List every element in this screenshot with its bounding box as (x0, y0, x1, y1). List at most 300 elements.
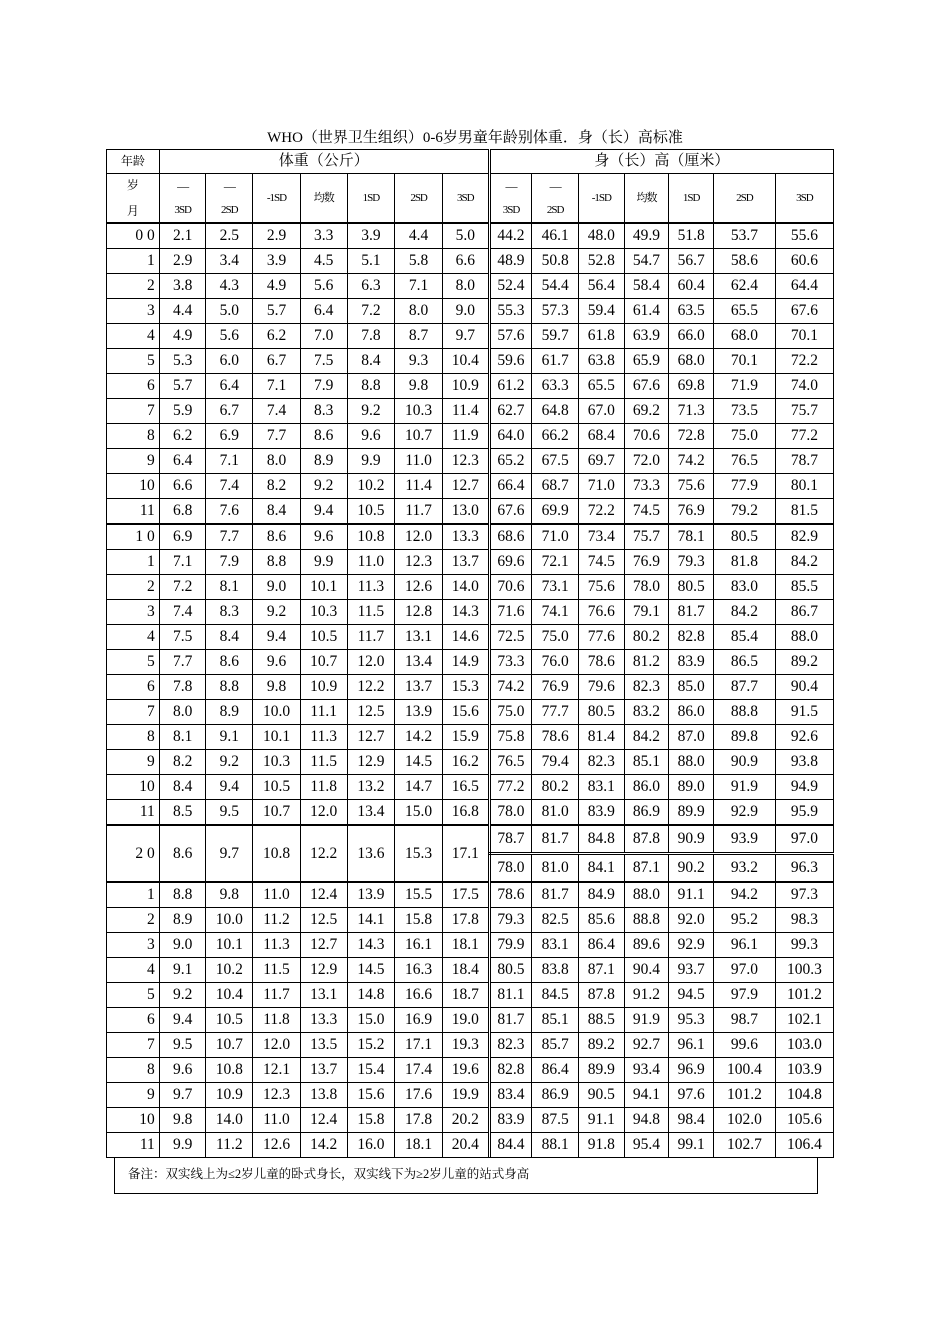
height-cell: 56.7 (669, 249, 714, 274)
weight-cell: 6.9 (206, 424, 253, 449)
height-cell: 81.8 (713, 550, 775, 575)
weight-cell: 9.2 (347, 399, 395, 424)
weight-cell: 8.1 (206, 575, 253, 600)
weight-cell: 6.0 (206, 349, 253, 374)
height-cell: 69.9 (532, 499, 579, 525)
height-standing-cell: 93.2 (713, 854, 775, 883)
weight-cell: 7.1 (206, 449, 253, 474)
weight-cell: 12.3 (442, 449, 489, 474)
height-cell: 86.5 (713, 650, 775, 675)
weight-cell: 11.7 (347, 625, 395, 650)
weight-cell: 10.8 (253, 825, 301, 882)
height-cell: 64.8 (532, 399, 579, 424)
weight-cell: 12.2 (300, 825, 347, 882)
weight-cell: 12.0 (395, 524, 443, 550)
weight-cell: 9.8 (253, 675, 301, 700)
weight-cell: 10.4 (206, 983, 253, 1008)
height-cell: 75.0 (532, 625, 579, 650)
height-cell: 85.1 (624, 750, 669, 775)
weight-cell: 9.9 (159, 1133, 206, 1158)
table-row (107, 299, 834, 324)
age-cell: 11 (107, 499, 160, 525)
height-cell: 87.7 (713, 675, 775, 700)
height-cell: 72.1 (532, 550, 579, 575)
height-cell: 101.2 (713, 1083, 775, 1108)
height-cell: 80.5 (578, 700, 624, 725)
weight-cell: 14.3 (347, 933, 395, 958)
height-cell: 83.9 (578, 800, 624, 826)
height-cell: 85.7 (532, 1033, 579, 1058)
weight-cell: 14.2 (300, 1133, 347, 1158)
height-cell: 59.7 (532, 324, 579, 349)
height-cell: 80.2 (624, 625, 669, 650)
height-cell: 95.2 (713, 908, 775, 933)
weight-cell: 17.8 (442, 908, 489, 933)
height-cell: 82.3 (578, 750, 624, 775)
weight-cell: 10.0 (206, 908, 253, 933)
age-cell: 11 (107, 1133, 160, 1158)
height-cell: 74.5 (578, 550, 624, 575)
weight-cell: 14.6 (442, 625, 489, 650)
weight-cell: 9.4 (253, 625, 301, 650)
table-row (107, 983, 834, 1008)
height-cell: 93.8 (775, 750, 833, 775)
age-cell: 3 (107, 933, 160, 958)
weight-cell: 12.0 (347, 650, 395, 675)
weight-cell: 7.1 (159, 550, 206, 575)
weight-cell: 13.4 (347, 800, 395, 826)
weight-cell: 12.3 (395, 550, 443, 575)
height-cell: 57.6 (489, 324, 532, 349)
height-cell: 63.8 (578, 349, 624, 374)
weight-cell: 8.6 (206, 650, 253, 675)
weight-cell: 12.3 (253, 1083, 301, 1108)
height-cell: 85.5 (775, 575, 833, 600)
weight-cell: 10.3 (253, 750, 301, 775)
weight-cell: 6.2 (159, 424, 206, 449)
age-cell: 0 0 (107, 223, 160, 249)
height-cell: 70.1 (775, 324, 833, 349)
height-col-3sd: 3SD (775, 174, 833, 224)
weight-cell: 16.1 (395, 933, 443, 958)
weight-cell: 3.4 (206, 249, 253, 274)
height-cell: 55.3 (489, 299, 532, 324)
height-lying-cell: 90.9 (669, 825, 714, 854)
table-row (107, 249, 834, 274)
height-cell: 89.2 (578, 1033, 624, 1058)
height-cell: 86.7 (775, 600, 833, 625)
weight-cell: 9.2 (300, 474, 347, 499)
weight-cell: 14.0 (442, 575, 489, 600)
height-cell: 94.5 (669, 983, 714, 1008)
height-cell: 89.9 (669, 800, 714, 826)
weight-cell: 9.0 (159, 933, 206, 958)
weight-cell: 17.8 (395, 1108, 443, 1133)
weight-cell: 16.9 (395, 1008, 443, 1033)
age-cell: 1 0 (107, 524, 160, 550)
weight-cell: 4.4 (159, 299, 206, 324)
height-cell: 102.1 (775, 1008, 833, 1033)
height-cell: 68.6 (489, 524, 532, 550)
height-cell: 76.9 (532, 675, 579, 700)
table-row (107, 274, 834, 299)
table-row (107, 1083, 834, 1108)
weight-cell: 8.3 (206, 600, 253, 625)
age-cell: 5 (107, 650, 160, 675)
height-cell: 79.4 (532, 750, 579, 775)
height-cell: 86.0 (624, 775, 669, 800)
weight-cell: 14.0 (206, 1108, 253, 1133)
height-cell: 51.8 (669, 223, 714, 249)
height-cell: 89.9 (578, 1058, 624, 1083)
weight-cell: 4.9 (159, 324, 206, 349)
height-cell: 65.9 (624, 349, 669, 374)
weight-cell: 12.9 (347, 750, 395, 775)
height-cell: 82.3 (624, 675, 669, 700)
weight-cell: 13.7 (300, 1058, 347, 1083)
weight-col-mean: 均数 (300, 174, 347, 224)
height-cell: 46.1 (532, 223, 579, 249)
weight-cell: 13.1 (300, 983, 347, 1008)
height-cell: 81.5 (775, 499, 833, 525)
weight-cell: 15.3 (395, 825, 443, 882)
weight-cell: 13.1 (395, 625, 443, 650)
height-cell: 77.6 (578, 625, 624, 650)
age-cell: 2 (107, 274, 160, 299)
age-cell: 1 (107, 550, 160, 575)
height-cell: 72.8 (669, 424, 714, 449)
weight-cell: 2.9 (159, 249, 206, 274)
weight-cell: 12.0 (300, 800, 347, 826)
height-standing-cell: 87.1 (624, 854, 669, 883)
height-cell: 56.4 (578, 274, 624, 299)
weight-cell: 9.1 (206, 725, 253, 750)
weight-cell: 7.4 (206, 474, 253, 499)
height-cell: 83.1 (578, 775, 624, 800)
table-row (107, 958, 834, 983)
height-cell: 69.7 (578, 449, 624, 474)
weight-cell: 8.2 (159, 750, 206, 775)
weight-cell: 2.1 (159, 223, 206, 249)
height-cell: 61.2 (489, 374, 532, 399)
weight-cell: 7.1 (253, 374, 301, 399)
weight-cell: 13.6 (347, 825, 395, 882)
weight-cell: 9.2 (159, 983, 206, 1008)
weight-cell: 8.4 (206, 625, 253, 650)
age-cell: 4 (107, 958, 160, 983)
height-cell: 76.0 (532, 650, 579, 675)
weight-cell: 9.1 (159, 958, 206, 983)
weight-cell: 5.3 (159, 349, 206, 374)
height-cell: 54.7 (624, 249, 669, 274)
height-cell: 91.9 (713, 775, 775, 800)
height-cell: 79.6 (578, 675, 624, 700)
height-cell: 94.2 (713, 882, 775, 908)
table-row (107, 550, 834, 575)
height-cell: 62.7 (489, 399, 532, 424)
weight-cell: 12.6 (253, 1133, 301, 1158)
height-cell: 53.7 (713, 223, 775, 249)
table-row (107, 750, 834, 775)
weight-cell: 10.2 (206, 958, 253, 983)
growth-standard-table (106, 149, 834, 1158)
height-cell: 96.1 (669, 1033, 714, 1058)
weight-cell: 5.9 (159, 399, 206, 424)
weight-cell: 9.6 (300, 524, 347, 550)
height-cell: 94.9 (775, 775, 833, 800)
height-cell: 67.0 (578, 399, 624, 424)
height-cell: 68.0 (669, 349, 714, 374)
weight-cell: 3.9 (347, 223, 395, 249)
height-cell: 71.3 (669, 399, 714, 424)
height-cell: 90.9 (713, 750, 775, 775)
weight-cell: 7.5 (300, 349, 347, 374)
weight-cell: 12.7 (442, 474, 489, 499)
table-row (107, 349, 834, 374)
weight-cell: 11.5 (253, 958, 301, 983)
page-title: WHO（世界卫生组织）0-6岁男童年龄别体重．身（长）高标准 (267, 130, 683, 146)
height-cell: 98.7 (713, 1008, 775, 1033)
weight-col-1sd: 1SD (347, 174, 395, 224)
height-cell: 75.6 (578, 575, 624, 600)
height-cell: 93.7 (669, 958, 714, 983)
weight-cell: 11.2 (206, 1133, 253, 1158)
weight-cell: 15.0 (347, 1008, 395, 1033)
height-cell: 65.5 (578, 374, 624, 399)
weight-cell: 10.9 (442, 374, 489, 399)
height-cell: 66.0 (669, 324, 714, 349)
height-cell: 69.6 (489, 550, 532, 575)
height-cell: 84.2 (624, 725, 669, 750)
weight-cell: 12.7 (347, 725, 395, 750)
weight-cell: 17.5 (442, 882, 489, 908)
weight-cell: 11.8 (300, 775, 347, 800)
height-cell: 86.4 (532, 1058, 579, 1083)
weight-cell: 18.1 (395, 1133, 443, 1158)
weight-cell: 10.8 (347, 524, 395, 550)
height-cell: 87.5 (532, 1108, 579, 1133)
height-cell: 72.2 (578, 499, 624, 525)
height-cell: 97.0 (713, 958, 775, 983)
weight-cell: 12.6 (395, 575, 443, 600)
weight-cell: 12.4 (300, 1108, 347, 1133)
height-cell: 90.4 (624, 958, 669, 983)
weight-cell: 8.9 (159, 908, 206, 933)
weight-cell: 8.4 (159, 775, 206, 800)
height-cell: 102.7 (713, 1133, 775, 1158)
weight-cell: 9.6 (347, 424, 395, 449)
weight-cell: 15.2 (347, 1033, 395, 1058)
height-lying-cell: 84.8 (578, 825, 624, 854)
age-cell: 9 (107, 1083, 160, 1108)
height-cell: 105.6 (775, 1108, 833, 1133)
weight-cell: 6.7 (206, 399, 253, 424)
height-cell: 86.4 (578, 933, 624, 958)
height-cell: 78.0 (489, 800, 532, 826)
height-cell: 70.6 (624, 424, 669, 449)
weight-cell: 13.4 (395, 650, 443, 675)
height-cell: 95.9 (775, 800, 833, 826)
weight-cell: 8.8 (253, 550, 301, 575)
weight-cell: 16.5 (442, 775, 489, 800)
height-cell: 88.0 (624, 882, 669, 908)
weight-cell: 12.7 (300, 933, 347, 958)
weight-cell: 5.8 (395, 249, 443, 274)
height-cell: 84.4 (489, 1133, 532, 1158)
height-col-2sd: 2SD (713, 174, 775, 224)
weight-cell: 16.0 (347, 1133, 395, 1158)
table-row (107, 625, 834, 650)
weight-cell: 11.1 (300, 700, 347, 725)
weight-cell: 7.8 (159, 675, 206, 700)
height-cell: 61.4 (624, 299, 669, 324)
height-cell: 49.9 (624, 223, 669, 249)
height-cell: 80.5 (713, 524, 775, 550)
weight-cell: 8.3 (300, 399, 347, 424)
age-cell: 7 (107, 700, 160, 725)
weight-cell: 8.4 (253, 499, 301, 525)
weight-cell: 7.9 (300, 374, 347, 399)
height-cell: 87.1 (578, 958, 624, 983)
weight-cell: 7.8 (347, 324, 395, 349)
age-cell: 8 (107, 424, 160, 449)
table-row (107, 775, 834, 800)
weight-cell: 12.4 (300, 882, 347, 908)
weight-cell: 14.3 (442, 600, 489, 625)
weight-cell: 12.0 (253, 1033, 301, 1058)
weight-cell: 11.0 (347, 550, 395, 575)
weight-cell: 19.0 (442, 1008, 489, 1033)
height-cell: 73.4 (578, 524, 624, 550)
table-row (107, 524, 834, 550)
height-group-header: 身（长）高（厘米） (489, 150, 833, 174)
table-row (107, 324, 834, 349)
table-row-two-years-lying (107, 825, 834, 854)
height-cell: 78.6 (532, 725, 579, 750)
weight-cell: 5.0 (206, 299, 253, 324)
height-cell: 97.6 (669, 1083, 714, 1108)
height-standing-cell: 84.1 (578, 854, 624, 883)
height-cell: 76.5 (713, 449, 775, 474)
height-cell: 78.0 (624, 575, 669, 600)
age-cell: 6 (107, 1008, 160, 1033)
height-cell: 74.5 (624, 499, 669, 525)
table-row (107, 908, 834, 933)
weight-cell: 16.2 (442, 750, 489, 775)
weight-cell: 10.1 (253, 725, 301, 750)
weight-cell: 8.8 (347, 374, 395, 399)
height-cell: 77.7 (532, 700, 579, 725)
height-cell: 87.8 (578, 983, 624, 1008)
height-cell: 77.2 (775, 424, 833, 449)
weight-cell: 15.0 (395, 800, 443, 826)
header-row-columns (107, 174, 834, 224)
height-cell: 80.5 (489, 958, 532, 983)
height-lying-cell: 97.0 (775, 825, 833, 854)
age-cell: 5 (107, 349, 160, 374)
weight-cell: 8.8 (206, 675, 253, 700)
weight-cell: 5.7 (159, 374, 206, 399)
weight-cell: 7.7 (253, 424, 301, 449)
table-row (107, 1133, 834, 1158)
weight-cell: 12.5 (347, 700, 395, 725)
height-cell: 76.9 (624, 550, 669, 575)
height-cell: 84.2 (775, 550, 833, 575)
weight-cell: 8.9 (206, 700, 253, 725)
height-cell: 97.9 (713, 983, 775, 1008)
weight-cell: 10.4 (442, 349, 489, 374)
weight-cell: 15.3 (442, 675, 489, 700)
age-cell: 5 (107, 983, 160, 1008)
weight-cell: 14.9 (442, 650, 489, 675)
height-cell: 88.5 (578, 1008, 624, 1033)
height-cell: 92.0 (669, 908, 714, 933)
weight-cell: 3.9 (253, 249, 301, 274)
height-cell: 75.7 (775, 399, 833, 424)
weight-cell: 4.4 (395, 223, 443, 249)
height-cell: 84.2 (713, 600, 775, 625)
weight-cell: 6.3 (347, 274, 395, 299)
height-cell: 59.4 (578, 299, 624, 324)
height-cell: 83.0 (713, 575, 775, 600)
height-cell: 54.4 (532, 274, 579, 299)
height-cell: 74.0 (775, 374, 833, 399)
height-cell: 92.7 (624, 1033, 669, 1058)
weight-cell: 7.7 (159, 650, 206, 675)
height-standing-cell: 78.0 (489, 854, 532, 883)
height-cell: 70.1 (713, 349, 775, 374)
height-cell: 68.4 (578, 424, 624, 449)
header-row-groups (107, 150, 834, 174)
weight-cell: 10.7 (206, 1033, 253, 1058)
height-cell: 103.9 (775, 1058, 833, 1083)
height-cell: 76.9 (669, 499, 714, 525)
height-cell: 86.9 (624, 800, 669, 826)
weight-cell: 2.9 (253, 223, 301, 249)
age-cell: 10 (107, 775, 160, 800)
height-cell: 79.3 (669, 550, 714, 575)
age-cell: 4 (107, 625, 160, 650)
table-row (107, 600, 834, 625)
weight-cell: 14.7 (395, 775, 443, 800)
weight-cell: 9.2 (206, 750, 253, 775)
height-cell: 74.2 (489, 675, 532, 700)
height-cell: 94.8 (624, 1108, 669, 1133)
height-cell: 102.0 (713, 1108, 775, 1133)
height-cell: 98.4 (669, 1108, 714, 1133)
weight-cell: 9.4 (159, 1008, 206, 1033)
table-row (107, 223, 834, 249)
weight-cell: 12.9 (300, 958, 347, 983)
weight-cell: 13.9 (395, 700, 443, 725)
height-cell: 69.8 (669, 374, 714, 399)
height-cell: 77.2 (489, 775, 532, 800)
weight-cell: 9.5 (159, 1033, 206, 1058)
weight-cell: 17.4 (395, 1058, 443, 1083)
table-row (107, 800, 834, 826)
height-cell: 72.5 (489, 625, 532, 650)
height-cell: 85.4 (713, 625, 775, 650)
weight-cell: 10.7 (253, 800, 301, 826)
weight-cell: 8.6 (300, 424, 347, 449)
weight-cell: 10.7 (395, 424, 443, 449)
height-cell: 67.5 (532, 449, 579, 474)
age-cell: 3 (107, 299, 160, 324)
weight-cell: 11.9 (442, 424, 489, 449)
weight-cell: 20.4 (442, 1133, 489, 1158)
height-cell: 52.8 (578, 249, 624, 274)
height-cell: 73.1 (532, 575, 579, 600)
